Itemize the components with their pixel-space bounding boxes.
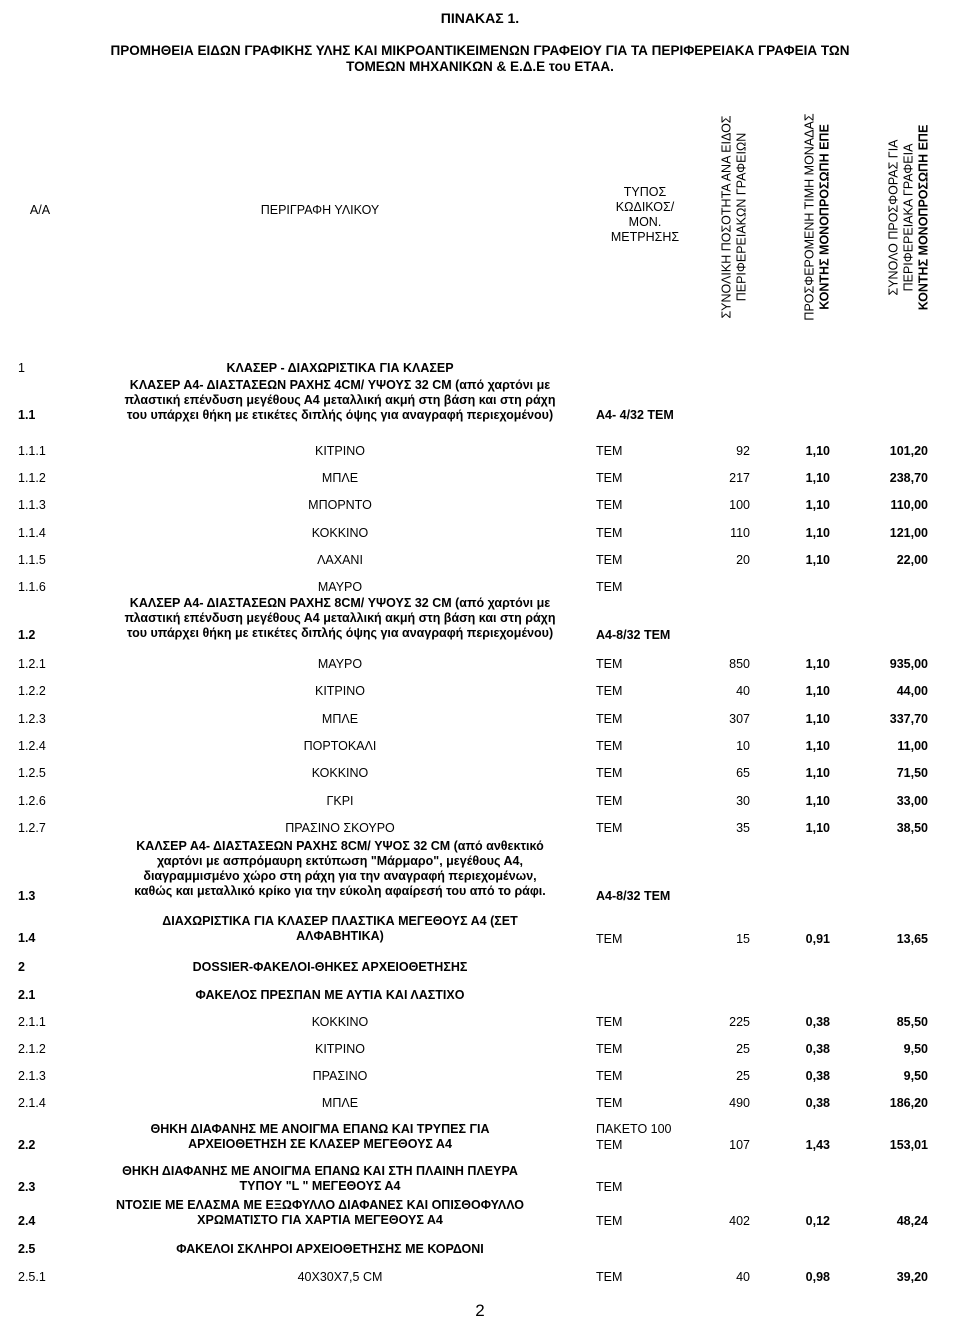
item-quantity: 490: [729, 1096, 750, 1110]
description-line: του υπάρχει θήκη με ετικέτες διπλής όψης για αναγραφή περιεχομένου): [126, 626, 554, 640]
item-unit-price: 1,10: [805, 525, 830, 540]
item-unit: ΤΕΜ: [596, 1270, 623, 1284]
item-total: 38,50: [896, 820, 928, 835]
item-unit-price: 1,10: [805, 444, 830, 458]
table-row: [0, 553, 960, 567]
product-id: 2.4: [18, 1214, 36, 1228]
item-id: 2.1.4: [18, 1096, 46, 1110]
item-total: 935,00: [889, 657, 928, 671]
table-row: [0, 794, 960, 808]
item-unit-price: 1,10: [805, 820, 830, 835]
item-unit: ΤΕΜ: [596, 1042, 623, 1056]
table-row: [0, 1042, 960, 1056]
product-description: [88, 914, 592, 944]
header-quantity-line: ΠΕΡΙΦΕΡΕΙΑΚΩΝ ΓΡΑΦΕΙΩΝ: [735, 132, 749, 302]
product-description: [60, 1198, 580, 1228]
item-unit-price: 1,10: [805, 766, 830, 781]
item-unit-price: 0,38: [805, 1015, 830, 1029]
item-total: 337,70: [889, 711, 928, 726]
table-row: [0, 766, 960, 780]
item-quantity: 40: [736, 684, 750, 699]
header-quantity-line: ΣΥΝΟΛΙΚΗ ΠΟΣΟΤΗΤΑ ΑΝΑ ΕΙΔΟΣ: [720, 115, 734, 319]
product-block: [0, 1164, 960, 1196]
item-unit: ΤΕΜ: [596, 1096, 623, 1110]
table-row: [0, 498, 960, 512]
item-id: 1.2.5: [18, 766, 46, 781]
description-line: ΚΑΛΣΕΡ Α4- ΔΙΑΣΤΑΣΕΩΝ ΡΑΧΗΣ 8CM/ ΥΨΟΣ 32 CM (από ανθεκτικό: [136, 839, 544, 853]
item-total: 22,00: [896, 552, 928, 567]
table-row: [0, 471, 960, 485]
item-unit-price: 0,38: [805, 1069, 830, 1083]
table-row: [0, 580, 960, 594]
item-id: 1.2.2: [18, 684, 46, 699]
item-unit: ΤΕΜ: [596, 580, 623, 594]
item-quantity: 20: [736, 552, 750, 567]
item-total: 238,70: [889, 471, 928, 486]
item-id: 1.1.6: [18, 580, 46, 594]
product-unit-price: 1,43: [805, 1138, 830, 1152]
description-line: ΝΤΟΣΙΕ ΜΕ ΕΛΑΣΜΑ ΜΕ ΕΞΩΦΥΛΛΟ ΔΙΑΦΑΝΕΣ ΚΑΙ ΟΠΙΣΘΟΦΥΛΛΟ: [116, 1198, 524, 1212]
header-total: [882, 92, 936, 342]
description-line: ΔΙΑΧΩΡΙΣΤΙΚΑ ΓΙΑ ΚΛΑΣΕΡ ΠΛΑΣΤΙΚΑ ΜΕΓΕΘΟΥΣ Α4 (ΣΕΤ: [162, 914, 518, 928]
item-description: ΜΠΟΡΝΤΟ: [308, 498, 372, 513]
item-unit: ΤΕΜ: [596, 820, 623, 835]
item-id: 1.2.1: [18, 657, 46, 671]
item-total: 121,00: [889, 525, 928, 540]
subsection-id: 2.5: [18, 1242, 36, 1256]
product-unit: ΤΕΜ: [596, 932, 623, 946]
product-total: 48,24: [896, 1214, 928, 1228]
item-id: 2.5.1: [18, 1270, 46, 1284]
product-unit: ΤΕΜ: [596, 1180, 623, 1194]
header-unit-price-line: ΠΡΟΣΦΕΡΟΜΕΝΗ ΤΙΜΗ ΜΟΝΑΔΑΣ: [803, 113, 818, 321]
header-unit-line: ΜΕΤΡΗΣΗΣ: [610, 230, 680, 244]
item-id: 1.1.2: [18, 471, 46, 486]
product-id: 1.4: [18, 931, 36, 945]
section-id: 2: [18, 960, 25, 974]
document-subtitle: ΠΡΟΜΗΘΕΙΑ ΕΙΔΩΝ ΓΡΑΦΙΚΗΣ ΥΛΗΣ ΚΑΙ ΜΙΚΡΟΑΝΤΙΚΕΙΜΕΝΩΝ ΓΡΑΦΕΙΟΥ ΓΙΑ ΤΑ ΠΕΡΙΦΕΡΕΙΑΚΑ ΓΡΑΦΕΙΑ ΤΩΝ ΤΟΜΕΩΝ ΜΗΧΑΝΙΚΩΝ & Ε.Δ.Ε του ΕΤΑΑ.: [110, 43, 850, 74]
header-total-line: ΠΕΡΙΦΕΡΕΙΑΚΑ ΓΡΑΦΕΙΑ: [901, 143, 916, 291]
item-quantity: 850: [729, 657, 750, 671]
description-line: ΑΡΧΕΙΟΘΕΤΗΣΗ ΣΕ ΚΛΑΣΕΡ ΜΕΓΕΘΟΥΣ Α4: [188, 1137, 452, 1151]
item-unit-price: 1,10: [805, 552, 830, 567]
item-unit: ΤΕΜ: [596, 498, 623, 513]
table-row: [0, 526, 960, 540]
description-line: ΘΗΚΗ ΔΙΑΦΑΝΗΣ ΜΕ ΑΝΟΙΓΜΑ ΕΠΑΝΩ ΚΑΙ ΤΡΥΠΕΣ ΓΙΑ: [150, 1122, 490, 1136]
item-total: 33,00: [896, 793, 928, 808]
product-block: [0, 914, 960, 946]
item-quantity: 25: [736, 1069, 750, 1083]
product-block: [0, 1122, 960, 1154]
item-quantity: 100: [729, 498, 750, 513]
document-title: ΠΙΝΑΚΑΣ 1.: [440, 10, 520, 26]
product-description: [88, 596, 592, 641]
table-row: [0, 1270, 960, 1284]
item-total: 110,00: [890, 498, 928, 513]
item-quantity: 217: [729, 471, 750, 486]
item-id: 2.1.1: [18, 1015, 46, 1029]
item-unit: ΤΕΜ: [596, 1069, 623, 1083]
header-description: ΠΕΡΙΓΡΑΦΗ ΥΛΙΚΟΥ: [260, 202, 380, 217]
item-id: 1.2.4: [18, 738, 46, 753]
product-unit: Α4-8/32 ΤΕΜ: [596, 889, 671, 903]
item-id: 1.1.1: [18, 444, 46, 458]
item-id: 1.2.6: [18, 793, 46, 808]
item-total: 11,00: [897, 738, 928, 753]
item-unit: ΤΕΜ: [596, 738, 623, 753]
section-description: DOSSIER-ΦΑΚΕΛΟΙ-ΘΗΚΕΣ ΑΡΧΕΙΟΘΕΤΗΣΗΣ: [192, 960, 468, 974]
product-unit: ΠΑΚΕΤΟ 100: [596, 1122, 672, 1136]
header-unit-price-line: ΚΟΝΤΗΣ ΜΟΝΟΠΡΟΣΩΠΗ ΕΠΕ: [818, 124, 833, 310]
product-unit: Α4- 4/32 ΤΕΜ: [596, 408, 674, 422]
table-row: [0, 1069, 960, 1083]
description-line: του υπάρχει θήκη με ετικέτες διπλής όψης για αναγραφή περιεχομένου): [126, 408, 554, 422]
header-quantity: [715, 92, 755, 342]
item-description: ΠΟΡΤΟΚΑΛΙ: [303, 738, 377, 753]
item-description: ΚΟΚΚΙΝΟ: [311, 766, 369, 781]
item-id: 1.1.5: [18, 552, 46, 567]
header-aa: Α/Α: [29, 202, 51, 217]
item-total: 101,20: [889, 444, 928, 458]
description-line: πλαστική επένδυση μεγέθους Α4 μεταλλική ακμή στη βάση και στη ράχη: [124, 611, 556, 625]
header-unit-line: ΚΩΔΙΚΟΣ/: [615, 200, 675, 214]
product-unit: Α4-8/32 ΤΕΜ: [596, 628, 671, 642]
item-unit: ΤΕΜ: [596, 444, 623, 458]
item-quantity: 25: [736, 1042, 750, 1056]
product-unit-price: 0,12: [805, 1214, 830, 1228]
product-unit: ΤΕΜ: [596, 1138, 623, 1152]
description-line: ΑΛΦΑΒΗΤΙΚΑ): [296, 929, 384, 943]
description-line: ΚΛΑΣΕΡ Α4- ΔΙΑΣΤΑΣΕΩΝ ΡΑΧΗΣ 4CM/ ΥΨΟΥΣ 32 CM (από χαρτόνι με: [129, 378, 551, 392]
product-block: [0, 596, 960, 644]
item-description: ΜΠΛΕ: [321, 1096, 359, 1110]
item-description: 40Χ30Χ7,5 CM: [297, 1270, 383, 1284]
item-unit: ΤΕΜ: [596, 684, 623, 699]
product-description: [60, 1122, 580, 1152]
item-unit-price: 1,10: [805, 711, 830, 726]
description-line: ΤΥΠΟΥ "L " ΜΕΓΕΘΟΥΣ Α4: [239, 1179, 401, 1193]
item-description: ΜΑΥΡΟ: [317, 657, 363, 671]
table-row: [0, 739, 960, 753]
item-total: 85,50: [896, 1015, 928, 1029]
item-description: ΓΚΡΙ: [326, 793, 354, 808]
item-quantity: 40: [736, 1270, 750, 1284]
item-unit: ΤΕΜ: [596, 471, 623, 486]
item-unit: ΤΕΜ: [596, 657, 623, 671]
product-description: [88, 378, 592, 423]
page-number: 2: [475, 1301, 485, 1320]
item-total: 44,00: [896, 684, 928, 699]
item-description: ΜΠΛΕ: [321, 471, 359, 486]
item-unit-price: 0,38: [805, 1042, 830, 1056]
item-id: 1.1.3: [18, 498, 46, 513]
item-unit-price: 0,38: [805, 1096, 830, 1110]
item-unit: ΤΕΜ: [596, 711, 623, 726]
header-unit-price: [798, 92, 838, 342]
product-description: [60, 1164, 580, 1194]
item-id: 1.2.7: [18, 820, 46, 835]
subsection-row: [0, 1242, 960, 1256]
item-description: ΚΙΤΡΙΝΟ: [314, 444, 365, 458]
table-row: [0, 444, 960, 458]
table-row: [0, 1015, 960, 1029]
product-block: [0, 839, 960, 903]
item-quantity: 65: [736, 766, 750, 781]
item-total: 186,20: [889, 1096, 928, 1110]
item-unit-price: 0,98: [805, 1270, 830, 1284]
header-total-line: ΚΟΝΤΗΣ ΜΟΝΟΠΡΟΣΩΠΗ ΕΠΕ: [916, 124, 931, 310]
item-quantity: 307: [729, 711, 750, 726]
product-block: [0, 378, 960, 426]
product-total: 13,65: [896, 932, 928, 946]
item-unit: ΤΕΜ: [596, 766, 623, 781]
section-row: [0, 960, 960, 974]
item-unit: ΤΕΜ: [596, 525, 623, 540]
product-unit: ΤΕΜ: [596, 1214, 623, 1228]
product-block: [0, 1198, 960, 1230]
item-description: ΚΟΚΚΙΝΟ: [311, 525, 369, 540]
product-total: 153,01: [889, 1138, 928, 1152]
item-unit: ΤΕΜ: [596, 552, 623, 567]
product-id: 1.3: [18, 889, 36, 903]
table-row: [0, 821, 960, 835]
header-unit: [590, 180, 700, 250]
description-line: καθώς και μεταλλικό κρίκο για την εύκολη αφαίρεσή του από το ράφι.: [134, 884, 546, 898]
item-id: 1.1.4: [18, 525, 46, 540]
table-row: [0, 1096, 960, 1110]
product-quantity: 107: [729, 1138, 750, 1152]
product-unit-price: 0,91: [805, 932, 830, 946]
subsection-row: [0, 988, 960, 1002]
item-description: ΚΙΤΡΙΝΟ: [314, 684, 365, 699]
item-description: ΠΡΑΣΙΝΟ ΣΚΟΥΡΟ: [285, 820, 395, 835]
item-total: 39,20: [896, 1270, 928, 1284]
item-quantity: 110: [730, 525, 750, 540]
description-line: χαρτόνι με ασπρόμαυρη εκτύπωση "Μάρμαρο", μεγέθους Α4,: [157, 854, 523, 868]
description-line: πλαστική επένδυση μεγέθους Α4 μεταλλική ακμή στη βάση και στη ράχη: [124, 393, 556, 407]
item-unit-price: 1,10: [805, 793, 830, 808]
item-description: ΜΠΛΕ: [321, 711, 359, 726]
subsection-id: 2.1: [18, 988, 36, 1002]
product-quantity: 15: [736, 932, 750, 946]
subsection-description: ΦΑΚΕΛΟΣ ΠΡΕΣΠΑΝ ΜΕ ΑΥΤΙΑ ΚΑΙ ΛΑΣΤΙΧΟ: [195, 988, 465, 1002]
item-quantity: 10: [736, 738, 750, 753]
item-unit-price: 1,10: [805, 471, 830, 486]
item-total: 71,50: [896, 766, 928, 781]
item-id: 2.1.3: [18, 1069, 46, 1083]
section-id: 1: [18, 361, 25, 375]
product-quantity: 402: [729, 1214, 750, 1228]
item-unit: ΤΕΜ: [596, 1015, 623, 1029]
item-description: ΚΙΤΡΙΝΟ: [314, 1042, 365, 1056]
product-id: 1.2: [18, 628, 36, 642]
product-id: 1.1: [18, 408, 36, 422]
product-id: 2.3: [18, 1180, 36, 1194]
item-total: 9,50: [903, 1042, 928, 1056]
item-description: ΜΑΥΡΟ: [317, 580, 363, 594]
item-description: ΚΟΚΚΙΝΟ: [311, 1015, 369, 1029]
item-quantity: 30: [736, 793, 750, 808]
table-row: [0, 712, 960, 726]
subsection-description: ΦΑΚΕΛΟΙ ΣΚΛΗΡΟΙ ΑΡΧΕΙΟΘΕΤΗΣΗΣ ΜΕ ΚΟΡΔΟΝΙ: [176, 1242, 484, 1256]
section-row: [0, 361, 960, 375]
product-description: [88, 839, 592, 899]
section-description: ΚΛΑΣΕΡ - ΔΙΑΧΩΡΙΣΤΙΚΑ ΓΙΑ ΚΛΑΣΕΡ: [226, 361, 454, 375]
description-line: ΚΑΛΣΕΡ Α4- ΔΙΑΣΤΑΣΕΩΝ ΡΑΧΗΣ 8CM/ ΥΨΟΥΣ 32 CM (από χαρτόνι με: [129, 596, 551, 610]
header-unit-line: ΤΥΠΟΣ: [623, 185, 667, 199]
item-description: ΛΑΧΑΝΙ: [317, 552, 363, 567]
item-unit-price: 1,10: [805, 498, 830, 513]
item-quantity: 92: [736, 444, 750, 458]
item-id: 2.1.2: [18, 1042, 46, 1056]
header-unit-line: ΜΟΝ.: [628, 215, 662, 229]
product-id: 2.2: [18, 1138, 36, 1152]
table-row: [0, 657, 960, 671]
item-unit-price: 1,10: [805, 684, 830, 699]
description-line: ΧΡΩΜΑΤΙΣΤΟ ΓΙΑ ΧΑΡΤΙΑ ΜΕΓΕΘΟΥΣ Α4: [197, 1213, 443, 1227]
item-description: ΠΡΑΣΙΝΟ: [312, 1069, 368, 1083]
table-row: [0, 684, 960, 698]
description-line: ΘΗΚΗ ΔΙΑΦΑΝΗΣ ΜΕ ΑΝΟΙΓΜΑ ΕΠΑΝΩ ΚΑΙ ΣΤΗ ΠΛΑΙΝΗ ΠΛΕΥΡΑ: [122, 1164, 518, 1178]
description-line: διαγραμμισμένο χώρο στη ράχη για την αναγραφή περιεχομένων,: [143, 869, 537, 883]
item-quantity: 35: [736, 820, 750, 835]
header-total-line: ΣΥΝΟΛΟ ΠΡΟΣΦΟΡΑΣ ΓΙΑ: [886, 138, 901, 296]
item-total: 9,50: [903, 1069, 928, 1083]
item-unit-price: 1,10: [805, 657, 830, 671]
item-unit: ΤΕΜ: [596, 793, 623, 808]
item-unit-price: 1,10: [805, 738, 830, 753]
item-quantity: 225: [729, 1015, 750, 1029]
item-id: 1.2.3: [18, 711, 46, 726]
